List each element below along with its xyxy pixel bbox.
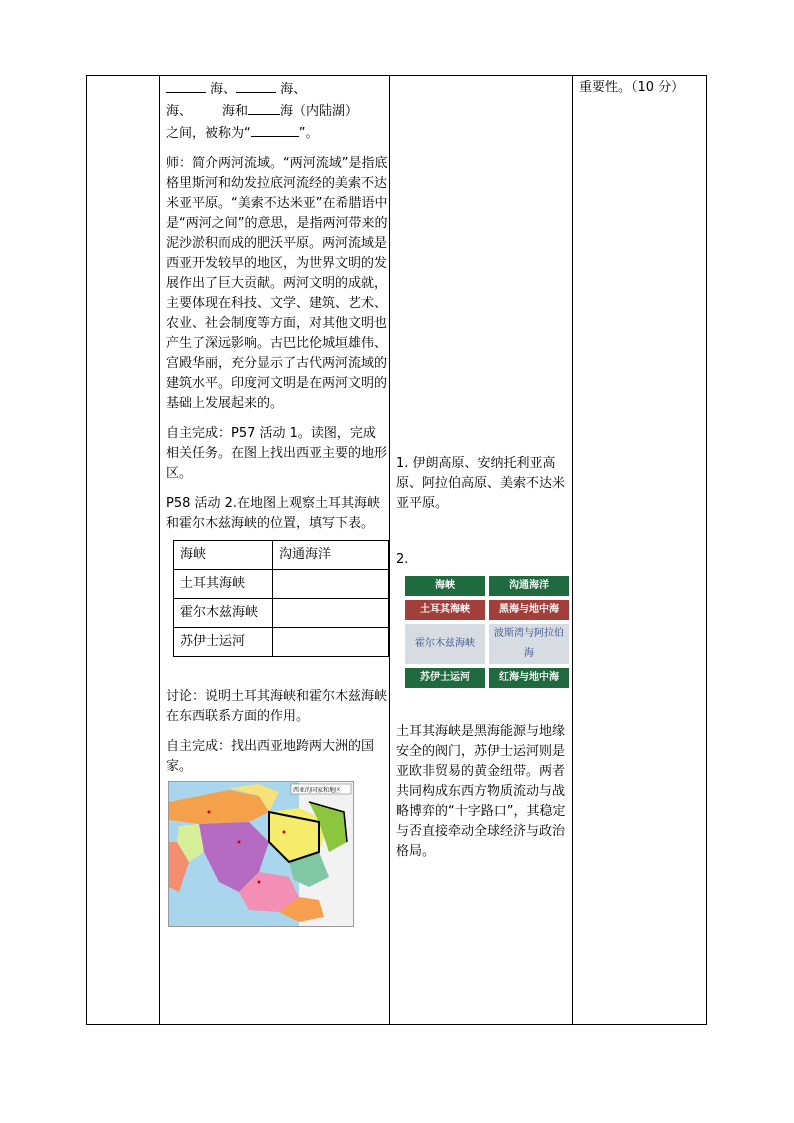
- table-cell: 沟通海洋: [489, 576, 569, 596]
- table-cell: 土耳其海峡: [405, 600, 485, 620]
- table-cell: 波斯湾与阿拉伯海: [489, 624, 569, 664]
- table-cell: 苏伊士运河: [174, 628, 273, 657]
- fill-text: 海和: [222, 104, 249, 119]
- fill-blank-line2: [166, 100, 388, 122]
- table-cell: [273, 570, 389, 599]
- map-image: [169, 782, 353, 926]
- blank: [166, 78, 206, 93]
- column-divider: [389, 76, 390, 1024]
- table-cell: [273, 628, 389, 657]
- table-cell: 土耳其海峡: [174, 570, 273, 599]
- fill-blank-line3: [166, 122, 388, 144]
- table-row: [174, 628, 389, 657]
- fill-text: 海、: [166, 104, 193, 119]
- table-row: [174, 541, 389, 570]
- discussion-paragraph: 讨论：说明土耳其海峡和霍尔木兹海峡在东西联系方面的作用。: [166, 689, 388, 724]
- table-row: [174, 599, 389, 628]
- table-row: [405, 668, 569, 688]
- answer-2-label: 2.: [396, 552, 409, 567]
- blank: [248, 100, 280, 115]
- activity-1-paragraph: 自主完成：P57 活动 1。读图，完成相关任务。在图上找出西亚主要的地形区。: [166, 426, 388, 481]
- fill-text: 海、: [210, 82, 237, 97]
- design-intent-text: 重要性。（10 分）: [579, 80, 685, 95]
- answer-3: 土耳其海峡是黑海能源与地缘安全的阀门，苏伊士运河则是亚欧非贸易的黄金纽带。两者共同构成东西方物质流动与战略博弈的“十字路口”，其稳定与否直接牵动全球经济与政治格局。: [396, 724, 566, 859]
- fill-text: 海、: [280, 82, 307, 97]
- student-activity-cell: [396, 454, 574, 872]
- table-row: [405, 600, 569, 620]
- activity-2-paragraph: P58 活动 2.在地图上观察土耳其海峡和霍尔木兹海峡的位置，填写下表。: [166, 496, 381, 531]
- fill-text: 海（内陆湖）: [280, 104, 359, 119]
- table-row: [405, 624, 569, 664]
- fill-text: 之间，被称为“: [166, 126, 251, 141]
- west-asia-map: [168, 781, 354, 927]
- strait-table: [173, 540, 389, 657]
- table-cell: 黑海与地中海: [489, 600, 569, 620]
- blank: [251, 122, 299, 137]
- table-header: 海峡: [174, 541, 273, 570]
- table-cell: 海峡: [405, 576, 485, 596]
- answer-table: [401, 572, 573, 692]
- fill-blank-line1: [166, 78, 388, 100]
- table-cell: 霍尔木兹海峡: [174, 599, 273, 628]
- column-divider: [159, 76, 160, 1024]
- table-header: 沟通海洋: [273, 541, 389, 570]
- teaching-process-cell: [166, 78, 388, 927]
- table-cell: 霍尔木兹海峡: [405, 624, 485, 664]
- design-intent-cell: [579, 78, 704, 108]
- table-row: [174, 570, 389, 599]
- teacher-intro-paragraph: 师：简介两河流域。“两河流域”是指底格里斯河和幼发拉底河流经的美索不达米亚平原。“美索不达米亚”在希腊语中是“两河之间”的意思，是指两河带来的泥沙淤积而成的肥沃平原。两河流域是西亚开发较早的地区，为世界文明的发展作出了巨大贡献。两河文明的成就，主要体现在科技、文学、建筑、艺术、农业、社会制度等方面，对其他文明也产生了深远影响。古巴比伦城垣雄伟、宫殿华丽，充分显示了古代两河流域的建筑水平。印度河文明是在两河文明的基础上发展起来的。: [166, 156, 388, 411]
- answer-1: 1. 伊朗高原、安纳托利亚高原、阿拉伯高原、美索不达米亚平原。: [396, 456, 566, 511]
- table-row: [405, 576, 569, 596]
- table-cell: 红海与地中海: [489, 668, 569, 688]
- table-cell: 苏伊士运河: [405, 668, 485, 688]
- lesson-table: [86, 75, 707, 1025]
- fill-text: ”。: [298, 126, 319, 141]
- table-cell: [273, 599, 389, 628]
- activity-3-paragraph: 自主完成：找出西亚地跨两大洲的国家。: [166, 739, 375, 774]
- blank: [236, 78, 276, 93]
- map-title: 西亚的国家和地区: [293, 787, 342, 794]
